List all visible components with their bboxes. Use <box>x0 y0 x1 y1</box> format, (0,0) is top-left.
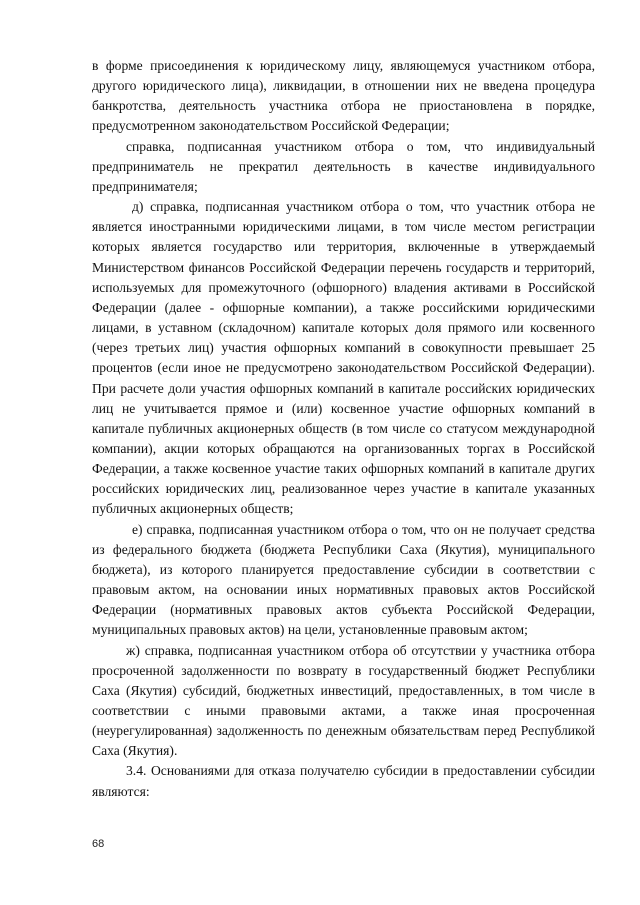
page-number: 68 <box>92 838 105 850</box>
paragraph-continuation: в форме присоединения к юридическому лицу, являющемуся участником отбора, другого юридического лица), ликвидации, в отношении них не введена процедура банкротства, деятельность участника отбора не приостановлена в порядке, предусмотренном законодательством Российской Федерации; <box>92 58 595 134</box>
paragraph-entrepreneur-certificate: справка, подписанная участником отбора о том, что индивидуальный предприниматель не прекратил деятельность в качестве индивидуального предпринимателя; <box>92 138 595 194</box>
document-body <box>92 56 595 802</box>
paragraph-item-zh: ж) справка, подписанная участником отбора об отсутствии у участника отбора просроченной задолженности по возврату в государственный бюджет Республики Саха (Якутия) субсидий, бюджетных инвестиций, предоставленных, в том числе в соответствии с иными правовыми актами, а также иная просроченная (неурегулированная) задолженность по денежным обязательствам перед Республикой Саха (Якутия). <box>92 642 595 759</box>
paragraph-section-3-4: 3.4. Основаниями для отказа получателю субсидии в предоставлении субсидии являются: <box>92 763 595 799</box>
paragraph-item-d: д) справка, подписанная участником отбора о том, что участник отбора не является иностранными юридическими лицами, в том числе местом регистрации которых является государство или территория, включенные в утверждаемый Министерством финансов Российской Федерации перечень государств и территорий, используемых для промежуточного (офшорного) владения активами в Российской Федерации (далее - офшорные компании), а также российскими юридическими лицами, в уставном (складочном) капитале которых доля прямого или косвенного (через третьих лиц) участия офшорных компаний в совокупности превышает 25 процентов (если иное не предусмотрено законодательством Российской Федерации). При расчете доли участия офшорных компаний в капитале российских юридических лиц не учитывается прямое и (или) косвенное участие офшорных компаний в капитале публичных акционерных обществ (в том числе со статусом международной компании), акции которых обращаются на организованных торгах в Российской Федерации, а также косвенное участие таких офшорных компаний в капитале других российских юридических лиц, реализованное через участие в капитале указанных публичных акционерных обществ; <box>92 199 595 517</box>
paragraph-item-e: е) справка, подписанная участником отбора о том, что он не получает средства из федерального бюджета (бюджета Республики Саха (Якутия), муниципального бюджета), из которого планируется предоставление субсидии в соответствии с правовым актом, на основании иных нормативных правовых актов Российской Федерации (нормативных правовых актов субъекта Российской Федерации, муниципальных правовых актов) на цели, установленные правовым актом; <box>92 521 595 638</box>
